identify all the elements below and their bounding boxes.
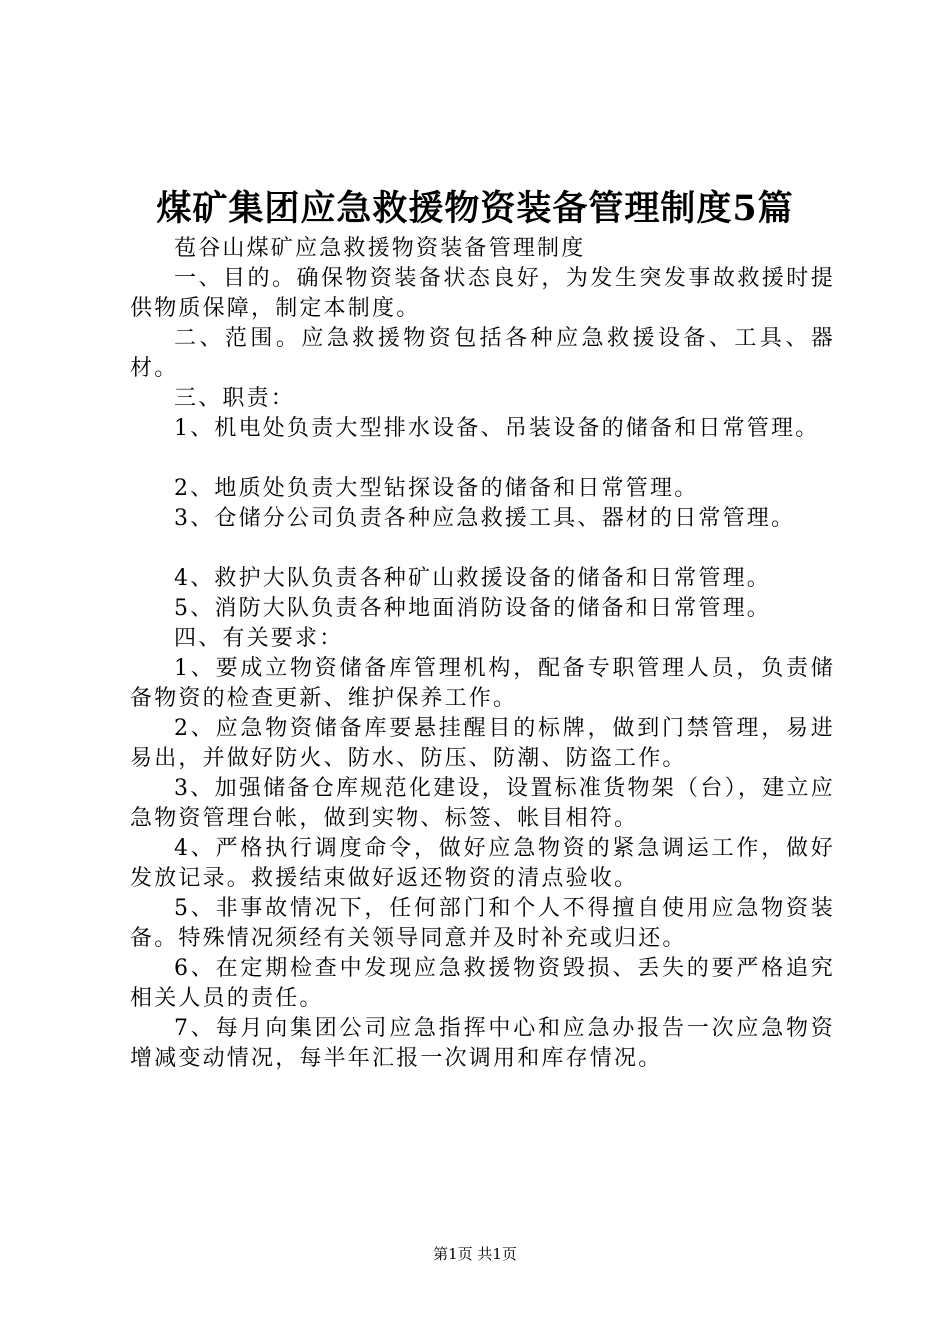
document-title: 煤矿集团应急救援物资装备管理制度5篇 (156, 188, 794, 229)
paragraph-duties-heading: 三、职责： (174, 386, 296, 411)
paragraph-requirement-3: 3、加强储备仓库规范化建设，设置标准货物架（台），建立应急物资管理台帐，做到实物、标签、帐目相符。 (130, 776, 835, 831)
paragraph-subtitle: 苞谷山煤矿应急救援物资装备管理制度 (174, 236, 586, 261)
paragraph-scope: 二、范围。应急救援物资包括各种应急救援设备、工具、器材。 (130, 326, 835, 381)
paragraph-duty-5: 5、消防大队负责各种地面消防设备的储备和日常管理。 (174, 596, 771, 621)
paragraph-requirement-6: 6、在定期检查中发现应急救援物资毁损、丢失的要严格追究相关人员的责任。 (130, 956, 835, 1011)
paragraph-duty-2: 2、地质处负责大型钻探设备的储备和日常管理。 (174, 476, 699, 501)
document-body (130, 234, 835, 1074)
paragraph-requirement-7: 7、每月向集团公司应急指挥中心和应急办报告一次应急物资增减变动情况，每半年汇报一次调用和库存情况。 (130, 1016, 835, 1071)
paragraph-duty-1: 1、机电处负责大型排水设备、吊装设备的储备和日常管理。 (174, 416, 820, 441)
paragraph-requirement-2: 2、应急物资储备库要悬挂醒目的标牌，做到门禁管理，易进易出，并做好防火、防水、防压、防潮、防盗工作。 (130, 716, 835, 771)
paragraph-purpose: 一、目的。确保物资装备状态良好，为发生突发事故救援时提供物质保障，制定本制度。 (130, 266, 835, 321)
paragraph-requirement-5: 5、非事故情况下，任何部门和个人不得擅自使用应急物资装备。特殊情况须经有关领导同意并及时补充或归还。 (130, 896, 835, 951)
page-number-footer: 第1页 共1页 (433, 1245, 517, 1263)
paragraph-requirement-4: 4、严格执行调度命令，做好应急物资的紧急调运工作，做好发放记录。救援结束做好返还物资的清点验收。 (130, 836, 835, 891)
paragraph-requirements-heading: 四、有关要求： (174, 626, 344, 651)
paragraph-duty-3: 3、仓储分公司负责各种应急救援工具、器材的日常管理。 (174, 506, 796, 531)
paragraph-duty-4: 4、救护大队负责各种矿山救援设备的储备和日常管理。 (174, 566, 771, 591)
paragraph-requirement-1: 1、要成立物资储备库管理机构，配备专职管理人员，负责储备物资的检查更新、维护保养工作。 (130, 656, 835, 711)
